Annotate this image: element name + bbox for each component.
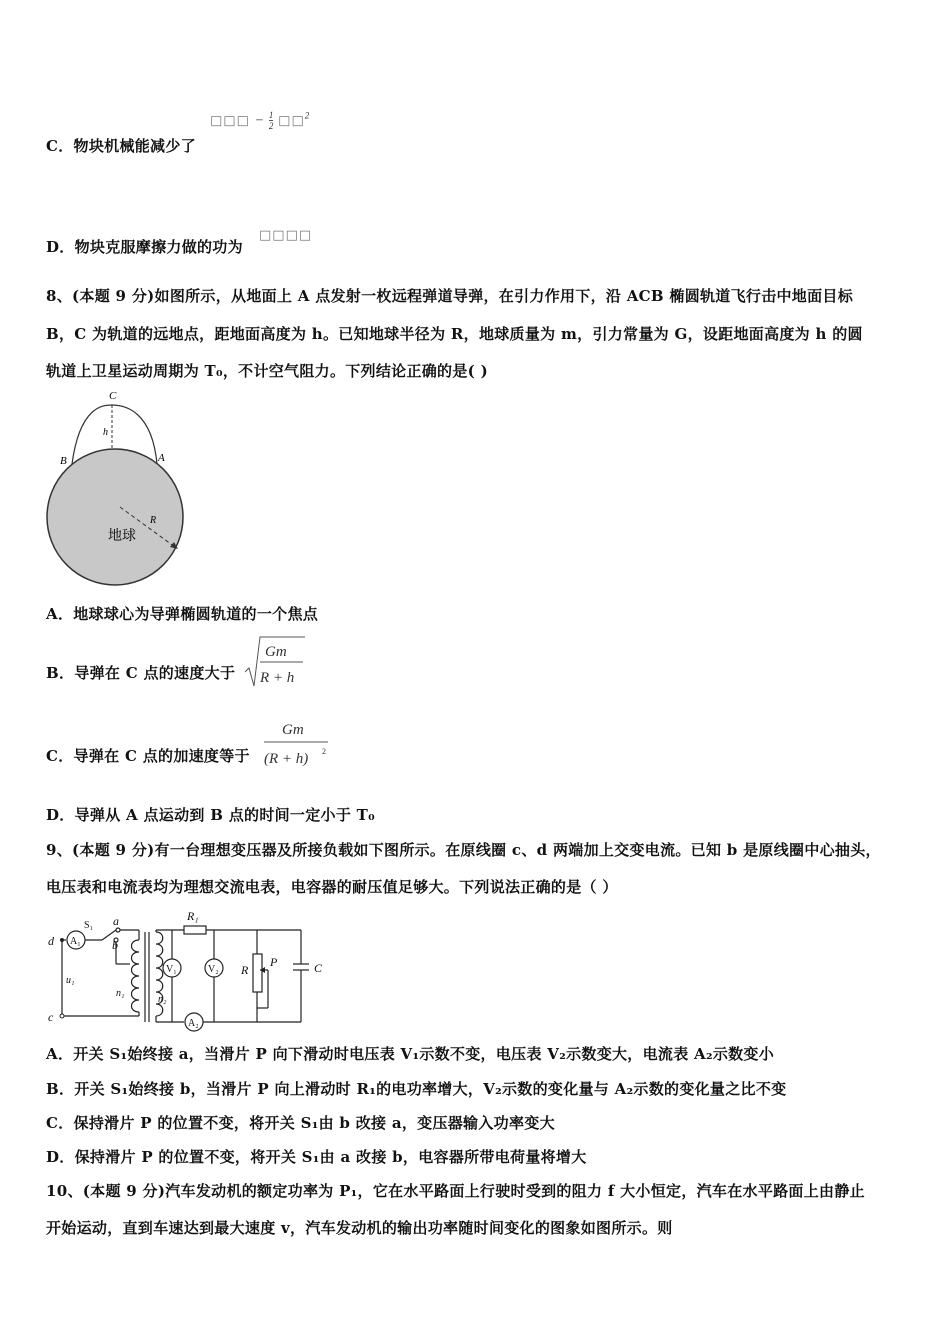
- q8-stem-line2: B，C 为轨道的远地点，距地面高度为 h。已知地球半径为 R，地球质量为 m，引力常量为 G，设距地面高度为 h 的圆: [46, 325, 863, 343]
- label-u1: u₁: [66, 975, 75, 986]
- formula-denominator: R + h: [260, 670, 295, 686]
- label-a1: A₁: [70, 936, 81, 947]
- q7-option-c: C．物块机械能减少了: [46, 137, 196, 155]
- label-earth: 地球: [108, 529, 136, 544]
- q9-stem-line2: 电压表和电流表均为理想交流电表，电容器的耐压值足够大。下列说法正确的是（ ）: [46, 878, 618, 896]
- q9-option-d: D．保持滑片 P 的位置不变，将开关 S₁由 a 改接 b，电容器所带电荷量将增大: [46, 1148, 587, 1166]
- q7-option-c-formula: [210, 110, 309, 131]
- formula-numerator: Gm: [265, 644, 287, 660]
- q9-option-c: C．保持滑片 P 的位置不变，将开关 S₁由 b 改接 a，变压器输入功率变大: [46, 1114, 555, 1132]
- formula-denominator: (R + h): [264, 751, 309, 767]
- q8-stem-line3: 轨道上卫星运动周期为 T₀，不计空气阻力。下列结论正确的是( ): [46, 362, 488, 380]
- label-c: C: [109, 390, 117, 402]
- label-r: R: [241, 963, 249, 977]
- q10-stem-line2: 开始运动，直到车速达到最大速度 v，汽车发动机的输出功率随时间变化的图象如图所示。则: [46, 1219, 673, 1237]
- label-n2: n₂: [158, 994, 167, 1005]
- q8-option-a: A．地球球心为导弹椭圆轨道的一个焦点: [46, 605, 319, 623]
- rheostat-r: [253, 954, 262, 992]
- formula-numerator: 1: [268, 110, 274, 120]
- formula-minus: −: [254, 113, 265, 129]
- formula-numerator: Gm: [282, 722, 304, 738]
- q8-stem-line1: 8、(本题 9 分)如图所示，从地面上 A 点发射一枚远程弹道导弹，在引力作用下，沿 ACB 椭圆轨道飞行击中地面目标: [46, 287, 853, 305]
- q9-transformer-circuit: [44, 904, 344, 1032]
- q9-stem-line1: 9、(本题 9 分)有一台理想变压器及所接负载如下图所示。在原线圈 c、d 两端加上交变电流。已知 b 是原线圈中心抽头，: [46, 841, 881, 859]
- terminal-c: c: [48, 1010, 54, 1024]
- formula-exponent: 2: [322, 747, 326, 756]
- label-r: R: [150, 515, 157, 526]
- label-r1: R₁: [187, 909, 199, 923]
- q10-stem-line1: 10、(本题 9 分)汽车发动机的额定功率为 P₁，它在水平路面上行驶时受到的阻力 f 大小恒定，汽车在水平路面上由静止: [46, 1182, 865, 1200]
- formula-placeholder: □□: [278, 113, 305, 129]
- formula-denominator: 2: [268, 121, 274, 131]
- q8-earth-orbit-figure: [40, 385, 200, 595]
- q8-option-b: B．导弹在 C 点的速度大于: [46, 664, 236, 682]
- q8-option-c: C．导弹在 C 点的加速度等于: [46, 747, 250, 765]
- label-c: C: [314, 961, 323, 975]
- earth-circle: [47, 449, 183, 585]
- q9-option-a: A．开关 S₁始终接 a，当滑片 P 向下滑动时电压表 V₁示数不变，电压表 V₂示数变大，电流表 A₂示数变小: [46, 1045, 775, 1063]
- label-a2: A₂: [188, 1018, 199, 1029]
- q8-option-d: D．导弹从 A 点运动到 B 点的时间一定小于 T₀: [46, 806, 375, 824]
- label-s1: S₁: [84, 920, 94, 931]
- contact-b: b: [112, 938, 118, 952]
- label-h: h: [103, 427, 108, 438]
- terminal-d: d: [48, 934, 54, 948]
- formula-placeholder: □□□: [210, 113, 250, 129]
- label-v2: V₂: [208, 964, 219, 975]
- label-p: P: [270, 955, 278, 969]
- formula-exponent: 2: [304, 110, 310, 121]
- contact-a: a: [113, 914, 119, 928]
- resistor-r1: [184, 926, 206, 934]
- formula-fraction: [269, 110, 274, 131]
- label-n1: n₁: [116, 988, 125, 999]
- label-v1: V₁: [166, 964, 177, 975]
- q7-option-d-formula: □□□□: [259, 228, 313, 243]
- q9-option-b: B．开关 S₁始终接 b，当滑片 P 向上滑动时 R₁的电功率增大，V₂示数的变化量与 A₂示数的变化量之比不变: [46, 1080, 787, 1098]
- primary-coil: [132, 940, 140, 1012]
- q7-option-d: D．物块克服摩擦力做的功为: [46, 238, 243, 256]
- label-b: B: [60, 455, 67, 467]
- label-a: A: [158, 452, 165, 464]
- q8-option-c-fraction-formula: [262, 716, 334, 772]
- q8-option-b-sqrt-formula: [243, 634, 307, 692]
